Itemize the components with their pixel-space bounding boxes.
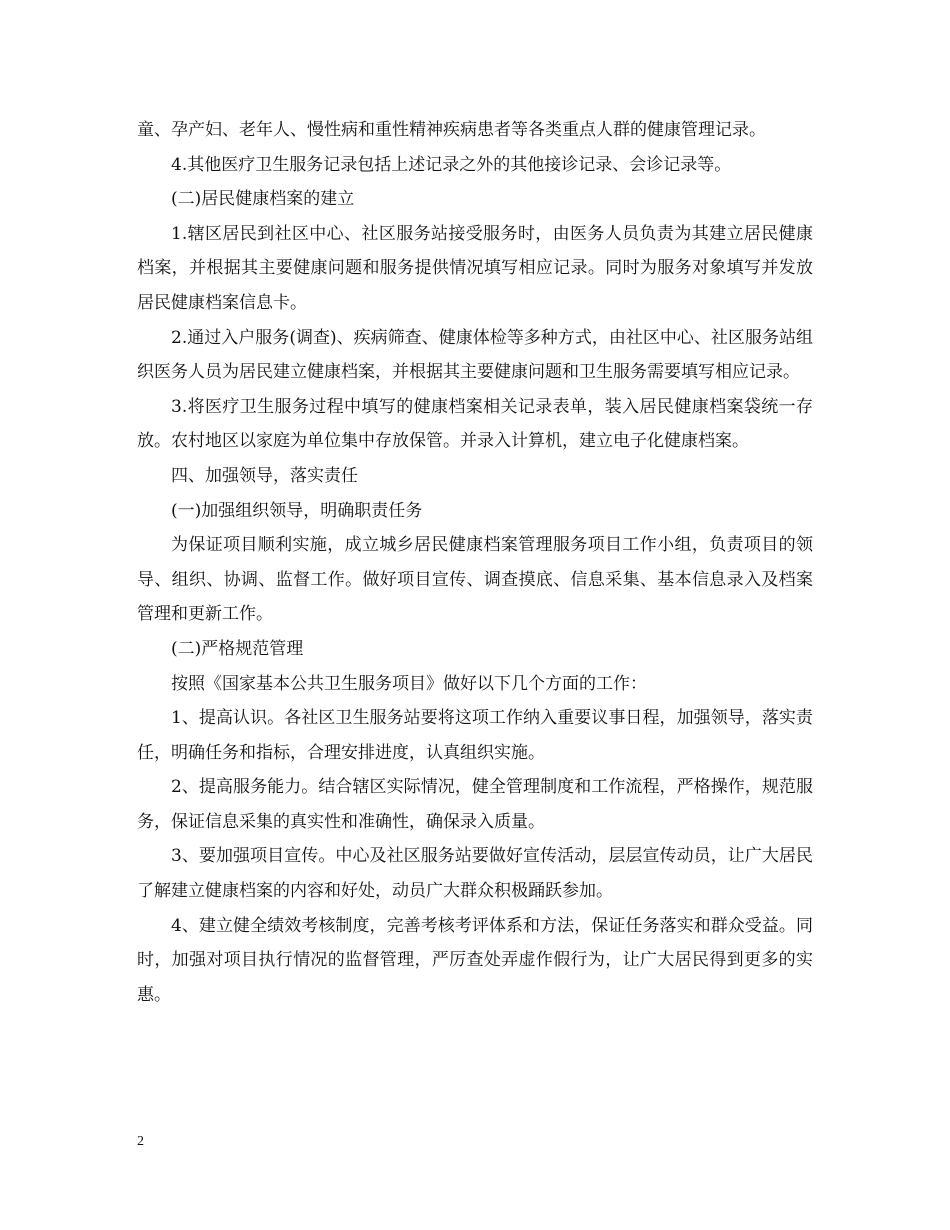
subsection-heading-management: (二)严格规范管理 — [171, 638, 304, 659]
paragraph-14: 3、要加强项目宣传。中心及社区服务站要做好宣传活动，层层宣传动员，让广大居民了解建立健康档案的内容和好处，动员广大群众积极踊跃参加。 — [137, 846, 813, 902]
paragraph-12: 1、提高认识。各社区卫生服务站要将这项工作纳入重要议事日程，加强领导，落实责任，明确任务和指标，合理安排进度，认真组织实施。 — [137, 708, 813, 763]
paragraph-6: 3.将医疗卫生服务过程中填写的健康档案相关记录表单，装入居民健康档案袋统一存放。农村地区以家庭为单位集中存放保管。并录入计算机，建立电子化健康档案。 — [137, 396, 813, 452]
paragraph-15: 4、建立健全绩效考核制度，完善考核考评体系和方法，保证任务落实和群众受益。同时，加强对项目执行情况的监督管理，严厉查处弄虚作假行为，让广大居民得到更多的实惠。 — [137, 915, 813, 1005]
page-number: 2 — [137, 1134, 144, 1149]
section-heading-establishment: (二)居民健康档案的建立 — [171, 189, 355, 210]
paragraph-13: 2、提高服务能力。结合辖区实际情况，健全管理制度和工作流程，严格操作，规范服务，保证信息采集的真实性和准确性，确保录入质量。 — [137, 777, 813, 832]
subsection-heading-organization: (一)加强组织领导，明确职责任务 — [171, 500, 423, 521]
section-heading-leadership: 四、加强领导，落实责任 — [171, 465, 358, 486]
paragraph-5: 2.通过入户服务(调查)、疾病筛查、健康体检等多种方式，由社区中心、社区服务站组织医务人员为居民建立健康档案，并根据其主要健康问题和卫生服务需要填写相应记录。 — [137, 327, 813, 383]
paragraph-9: 为保证项目顺利实施，成立城乡居民健康档案管理服务项目工作小组，负责项目的领导、组织、协调、监督工作。做好项目宣传、调查摸底、信息采集、基本信息录入及档案管理和更新工作。 — [137, 535, 813, 625]
paragraph-11: 按照《国家基本公共卫生服务项目》做好以下几个方面的工作： — [171, 673, 647, 694]
paragraph-4: 1.辖区居民到社区中心、社区服务站接受服务时，由医务人员负责为其建立居民健康档案，并根据其主要健康问题和服务提供情况填写相应记录。同时为服务对象填写并发放居民健康档案信息卡。 — [137, 223, 813, 313]
paragraph-1: 童、孕产妇、老年人、慢性病和重性精神疾病患者等各类重点人群的健康管理记录。 — [137, 120, 766, 140]
document-body — [137, 113, 813, 1012]
paragraph-2: 4.其他医疗卫生服务记录包括上述记录之外的其他接诊记录、会诊记录等。 — [171, 154, 732, 175]
